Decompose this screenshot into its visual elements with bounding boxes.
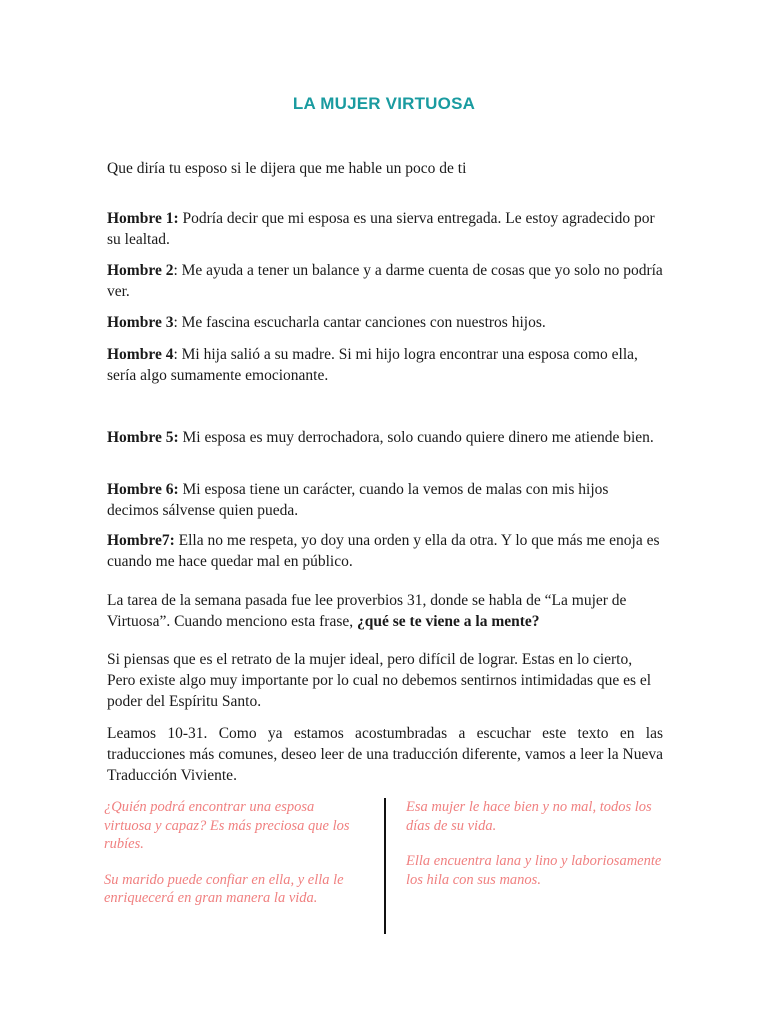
ideal-paragraph: Si piensas que es el retrato de la mujer ideal, pero difícil de lograr. Estas en lo cierto, Pero existe algo muy importante por lo cual no debemos sentirnos intimidadas que es el poder del Espíritu Santo. xyxy=(107,651,652,710)
speaker-label: Hombre 4 xyxy=(107,346,174,363)
testimony-text: : Mi hija salió a su madre. Si mi hijo logra encontrar una esposa como ella, sería algo sumamente emocionante. xyxy=(107,346,638,384)
testimony-4 xyxy=(107,344,663,386)
testimony-text: Mi esposa tiene un carácter, cuando la vemos de malas con mis hijos decimos sálvense quien pueda. xyxy=(107,481,609,519)
testimony-3 xyxy=(107,312,663,333)
homework-paragraph xyxy=(107,590,663,632)
speaker-label: Hombre 3 xyxy=(107,314,174,331)
homework-text: La tarea de la semana pasada fue lee proverbios 31, donde se habla de “La mujer de Virtuosa”. Cuando menciono esta frase, xyxy=(107,592,627,630)
column-divider xyxy=(384,798,386,934)
testimony-text: Podría decir que mi esposa es una sierva entregada. Le estoy agradecido por su lealtad. xyxy=(107,210,655,248)
verse-text: Esa mujer le hace bien y no mal, todos los días de su vida. xyxy=(406,799,652,834)
speaker-label: Hombre 6: xyxy=(107,481,179,498)
speaker-label: Hombre 2 xyxy=(107,262,174,279)
speaker-label: Hombre7: xyxy=(107,532,175,549)
testimony-text: Ella no me respeta, yo doy una orden y ella da otra. Y lo que más me enoja es cuando me hace quedar mal en público. xyxy=(107,532,660,570)
testimony-text: Mi esposa es muy derrochadora, solo cuando quiere dinero me atiende bien. xyxy=(178,429,654,446)
intro-question: Que diría tu esposo si le dijera que me hable un poco de ti xyxy=(107,160,467,177)
testimony-5 xyxy=(107,427,663,448)
verse-text: ¿Quién podrá encontrar una esposa virtuosa y capaz? Es más preciosa que los rubíes. xyxy=(104,799,350,852)
testimony-1 xyxy=(107,208,663,250)
testimony-2 xyxy=(107,260,663,302)
verse-text: Ella encuentra lana y lino y laboriosamente los hila con sus manos. xyxy=(406,853,662,888)
testimony-text: : Me fascina escucharla cantar canciones con nuestros hijos. xyxy=(173,314,546,331)
speaker-label: Hombre 1: xyxy=(107,210,179,227)
verses-left-column xyxy=(104,798,364,925)
document-title: LA MUJER VIRTUOSA xyxy=(292,94,476,113)
verses-section xyxy=(104,798,664,934)
testimony-7 xyxy=(107,530,663,572)
reading-paragraph: Leamos 10-31. Como ya estamos acostumbradas a escuchar este texto en las traducciones más comunes, deseo leer de una traducción diferente, vamos a leer la Nueva Traducción Viviente. xyxy=(107,725,663,784)
testimony-6 xyxy=(107,479,663,521)
verse-text: Su marido puede confiar en ella, y ella le enriquecerá en gran manera la vida. xyxy=(104,871,344,906)
homework-question: ¿qué se te viene a la mente? xyxy=(357,613,540,630)
verses-right-column xyxy=(406,798,664,906)
testimony-text: : Me ayuda a tener un balance y a darme cuenta de cosas que yo solo no podría ver. xyxy=(107,262,663,300)
speaker-label: Hombre 5: xyxy=(107,429,179,446)
